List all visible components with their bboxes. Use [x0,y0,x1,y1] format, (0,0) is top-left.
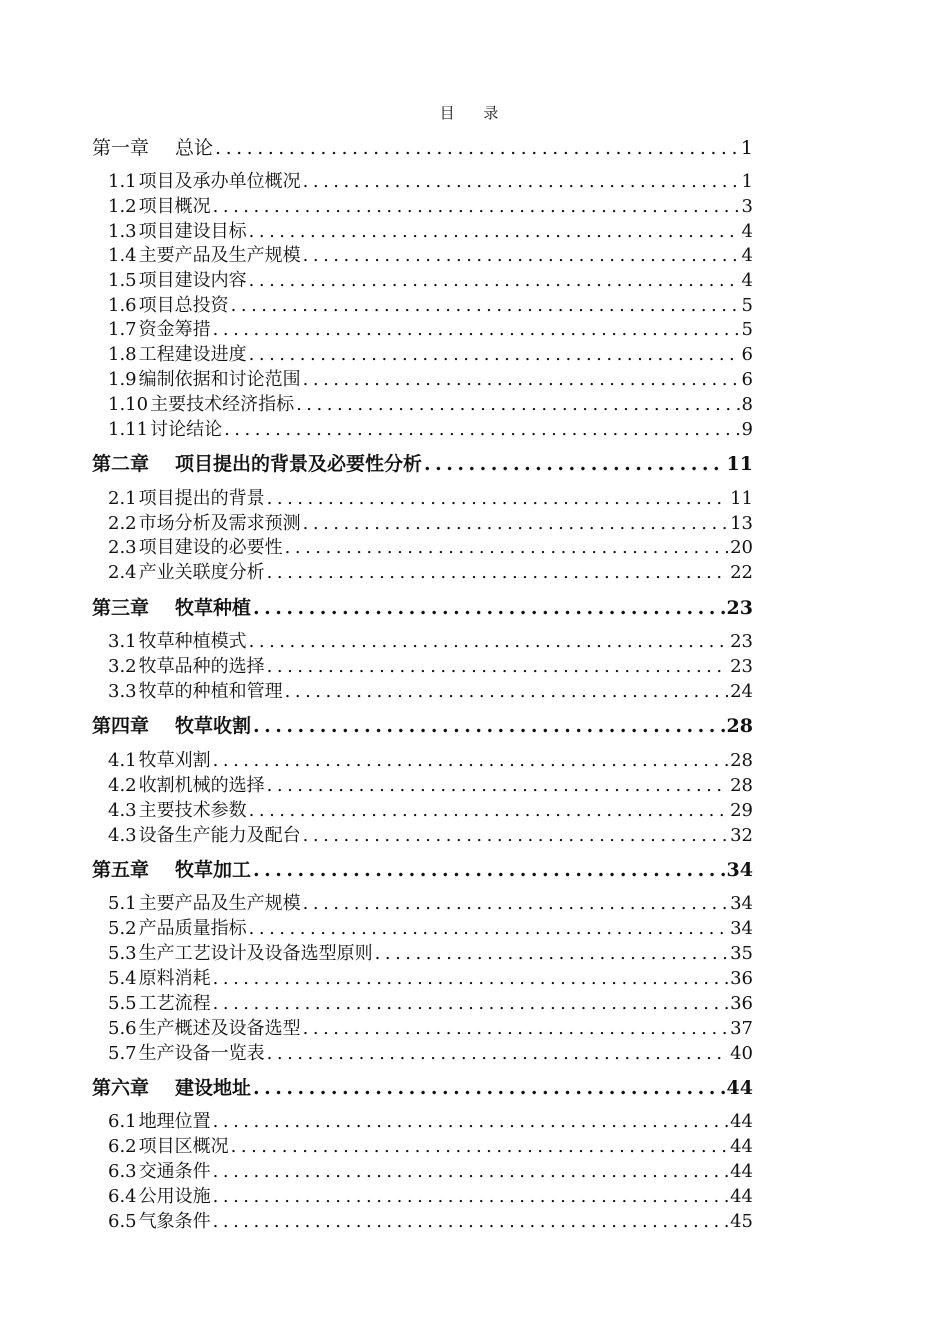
toc-entry-number: 第五章 [92,859,150,881]
toc-entry-page: 23 [726,597,753,619]
dot-leader [213,967,728,991]
toc-entry-number: 第六章 [92,1077,150,1099]
toc-entry-title: 牧草加工 [175,859,252,881]
toc-section-entry[interactable] [108,749,753,773]
toc-entry-page: 6 [741,369,753,390]
dot-leader [231,1135,728,1159]
toc-entry-title: 项目建设内容 [138,270,247,291]
toc-entry-number: 4.2 [108,775,137,796]
toc-section-entry[interactable] [108,368,753,392]
toc-entry-number: 1.7 [108,319,137,340]
toc-entry-number: 5.6 [108,1018,137,1039]
toc-entry-title: 生产概述及设备选型 [138,1018,301,1039]
toc-entry-title: 牧草品种的选择 [138,656,265,677]
dot-leader [213,318,740,342]
toc-section-entry[interactable] [108,1185,753,1209]
toc-section-entry[interactable] [108,220,753,244]
toc-entry-page: 35 [730,943,753,964]
toc-entry-number: 1.4 [108,245,137,266]
dot-leader [249,630,728,654]
toc-entry-number: 1.1 [108,171,137,192]
toc-entry-page: 34 [726,859,753,881]
toc-entry-number: 第二章 [92,453,150,475]
toc-chapter-entry[interactable] [92,858,753,882]
toc-entry-title: 主要技术经济指标 [150,394,295,415]
toc-entry-page: 4 [741,245,753,266]
toc-entry-number: 5.7 [108,1043,137,1064]
dot-leader [303,368,740,392]
dot-leader [303,1017,728,1041]
dot-leader [303,512,728,536]
toc-entry-page: 1 [740,137,753,159]
toc-entry-number: 4.1 [108,750,137,771]
toc-entry-title: 牧草刈割 [138,750,211,771]
toc-section-entry[interactable] [108,967,753,991]
toc-entry-page: 8 [741,394,753,415]
dot-leader [267,655,728,679]
toc-section-entry[interactable] [108,1017,753,1041]
toc-entry-page: 20 [730,537,753,558]
toc-entry-number: 第一章 [92,137,150,159]
toc-section-entry[interactable] [108,294,753,318]
toc-entry-number: 2.3 [108,537,137,558]
toc-entry-title: 主要产品及生产规模 [138,893,301,914]
toc-section-entry[interactable] [108,269,753,293]
toc-entry-title: 牧草种植模式 [138,631,247,652]
toc-entry-number: 4.3 [108,825,137,846]
toc-entry-title: 工艺流程 [138,993,211,1014]
toc-entry-number: 3.3 [108,681,137,702]
toc-entry-title: 产业关联度分析 [138,562,265,583]
toc-entry-page: 44 [726,1077,753,1099]
toc-entry-number: 1.8 [108,344,137,365]
toc-section-entry[interactable] [108,680,753,704]
toc-entry-page: 40 [730,1043,753,1064]
toc-entry-number: 5.4 [108,968,137,989]
toc-entry-title: 收割机械的选择 [138,775,265,796]
toc-entry-page: 45 [730,1211,753,1232]
toc-entry-page: 34 [730,893,753,914]
toc-entry-page: 23 [730,631,753,652]
toc-entry-title: 主要技术参数 [138,800,247,821]
toc-entry-number: 5.2 [108,918,137,939]
dot-leader [267,487,728,511]
toc-entry-number: 6.1 [108,1111,137,1132]
toc-entry-title: 交通条件 [138,1161,211,1182]
toc-entry-number: 1.2 [108,196,137,217]
toc-entry-page: 36 [730,968,753,989]
toc-entry-number: 1.9 [108,369,137,390]
dot-leader [249,343,740,367]
toc-entry-number: 1.10 [108,394,149,415]
toc-entry-number: 2.4 [108,562,137,583]
toc-section-entry[interactable] [108,917,753,941]
dot-leader [231,294,740,318]
toc-entry-title: 设备生产能力及配台 [138,825,301,846]
toc-entry-number: 第三章 [92,597,150,619]
toc-section-entry[interactable] [108,418,753,442]
toc-section-entry[interactable] [108,1135,753,1159]
dot-leader [213,749,728,773]
toc-entry-title: 市场分析及需求预测 [138,513,301,534]
toc-entry-page: 28 [726,715,753,737]
toc-entry-page: 44 [730,1186,753,1207]
toc-entry-title: 牧草的种植和管理 [138,681,283,702]
toc-section-entry[interactable] [108,1110,753,1134]
toc-section-entry[interactable] [108,630,753,654]
toc-entry-title: 建设地址 [175,1077,252,1099]
toc-entry-title: 讨论结论 [150,419,223,440]
toc-entry-title: 项目建设目标 [138,221,247,242]
dot-leader [215,136,739,160]
toc-entry-number: 3.2 [108,656,137,677]
dot-leader [253,714,725,738]
toc-entry-title: 总论 [175,137,214,159]
dot-leader [303,244,740,268]
toc-entry-title: 项目提出的背景 [138,488,265,509]
toc-section-entry[interactable] [108,1160,753,1184]
dot-leader [213,195,740,219]
dot-leader [249,269,740,293]
toc-section-entry[interactable] [108,655,753,679]
toc-entry-title: 地理位置 [138,1111,211,1132]
toc-entry-number: 6.5 [108,1211,137,1232]
dot-leader [224,418,739,442]
toc-entry-page: 23 [730,656,753,677]
toc-entry-page: 13 [730,513,753,534]
dot-leader [303,892,728,916]
toc-entry-number: 1.6 [108,295,137,316]
toc-section-entry[interactable] [108,774,753,798]
dot-leader [213,1210,728,1234]
toc-entry-number: 2.1 [108,488,137,509]
dot-leader [267,774,728,798]
toc-entry-page: 22 [730,562,753,583]
toc-chapter-entry[interactable] [92,136,753,160]
toc-entry-number: 4.3 [108,800,137,821]
toc-entry-page: 36 [730,993,753,1014]
toc-section-entry[interactable] [108,393,753,417]
dot-leader [253,1076,725,1100]
toc-entry-title: 编制依据和讨论范围 [138,369,301,390]
toc-chapter-entry[interactable] [92,452,753,476]
dot-leader [249,799,728,823]
toc-entry-title: 气象条件 [138,1211,211,1232]
toc-chapter-entry[interactable] [92,714,753,738]
toc-entry-page: 44 [730,1161,753,1182]
toc-entry-number: 2.2 [108,513,137,534]
toc-entry-page: 11 [730,488,753,509]
toc-entry-number: 6.2 [108,1136,137,1157]
toc-section-entry[interactable] [108,244,753,268]
toc-entry-page: 34 [730,918,753,939]
toc-section-entry[interactable] [108,824,753,848]
toc-entry-title: 项目概况 [138,196,211,217]
toc-entry-page: 11 [726,453,753,475]
toc-section-entry[interactable] [108,942,753,966]
dot-leader [253,596,725,620]
toc-entry-number: 第四章 [92,715,150,737]
toc-entry-page: 3 [741,196,753,217]
dot-leader [303,170,740,194]
toc-entry-title: 项目提出的背景及必要性分析 [175,453,423,475]
toc-entry-page: 44 [730,1136,753,1157]
toc-section-entry[interactable] [108,1210,753,1234]
toc-entry-page: 9 [741,419,753,440]
dot-leader [249,917,728,941]
toc-entry-title: 项目总投资 [138,295,229,316]
toc-entry-number: 1.11 [108,419,149,440]
dot-leader [267,561,728,585]
toc-entry-page: 32 [730,825,753,846]
toc-entry-page: 28 [730,775,753,796]
dot-leader [285,536,728,560]
dot-leader [249,220,740,244]
toc-entry-number: 3.1 [108,631,137,652]
toc-title: 目 录 [439,104,511,122]
toc-chapter-entry[interactable] [92,1076,753,1100]
toc-entry-title: 项目区概况 [138,1136,229,1157]
toc-entry-page: 44 [730,1111,753,1132]
toc-entry-title: 项目及承办单位概况 [138,171,301,192]
dot-leader [303,824,728,848]
toc-entry-page: 28 [730,750,753,771]
toc-entry-title: 原料消耗 [138,968,211,989]
toc-section-entry[interactable] [108,799,753,823]
dot-leader [296,393,739,417]
toc-chapter-entry[interactable] [92,596,753,620]
dot-leader [253,858,725,882]
toc-entry-page: 29 [730,800,753,821]
dot-leader [213,1185,728,1209]
toc-section-entry[interactable] [108,487,753,511]
dot-leader [424,452,725,476]
toc-entry-title: 生产设备一览表 [138,1043,265,1064]
toc-entry-page: 6 [741,344,753,365]
toc-entry-page: 37 [730,1018,753,1039]
toc-section-entry[interactable] [108,561,753,585]
toc-entry-number: 6.3 [108,1161,137,1182]
dot-leader [213,1160,728,1184]
toc-entry-page: 24 [730,681,753,702]
dot-leader [213,992,728,1016]
toc-entry-page: 4 [741,270,753,291]
toc-entry-number: 5.3 [108,943,137,964]
dot-leader [375,942,728,966]
toc-section-entry[interactable] [108,536,753,560]
toc-section-entry[interactable] [108,195,753,219]
toc-entry-page: 1 [741,171,753,192]
toc-entry-number: 1.3 [108,221,137,242]
toc-entry-page: 5 [741,295,753,316]
toc-entry-number: 1.5 [108,270,137,291]
toc-entry-page: 5 [741,319,753,340]
toc-entry-title: 牧草收割 [175,715,252,737]
dot-leader [267,1042,728,1066]
toc-entry-number: 5.1 [108,893,137,914]
toc-entry-title: 主要产品及生产规模 [138,245,301,266]
toc-entry-title: 资金筹措 [138,319,211,340]
toc-entry-title: 牧草种植 [175,597,252,619]
dot-leader [213,1110,728,1134]
toc-section-entry[interactable] [108,512,753,536]
toc-entry-number: 5.5 [108,993,137,1014]
toc-entry-page: 4 [741,221,753,242]
toc-entry-title: 公用设施 [138,1186,211,1207]
toc-section-entry[interactable] [108,318,753,342]
toc-entry-number: 6.4 [108,1186,137,1207]
toc-entry-title: 项目建设的必要性 [138,537,283,558]
toc-section-entry[interactable] [108,1042,753,1066]
toc-section-entry[interactable] [108,992,753,1016]
toc-entry-title: 工程建设进度 [138,344,247,365]
toc-entry-title: 生产工艺设计及设备选型原则 [138,943,373,964]
dot-leader [285,680,728,704]
toc-section-entry[interactable] [108,892,753,916]
toc-section-entry[interactable] [108,170,753,194]
toc-entry-title: 产品质量指标 [138,918,247,939]
toc-section-entry[interactable] [108,343,753,367]
